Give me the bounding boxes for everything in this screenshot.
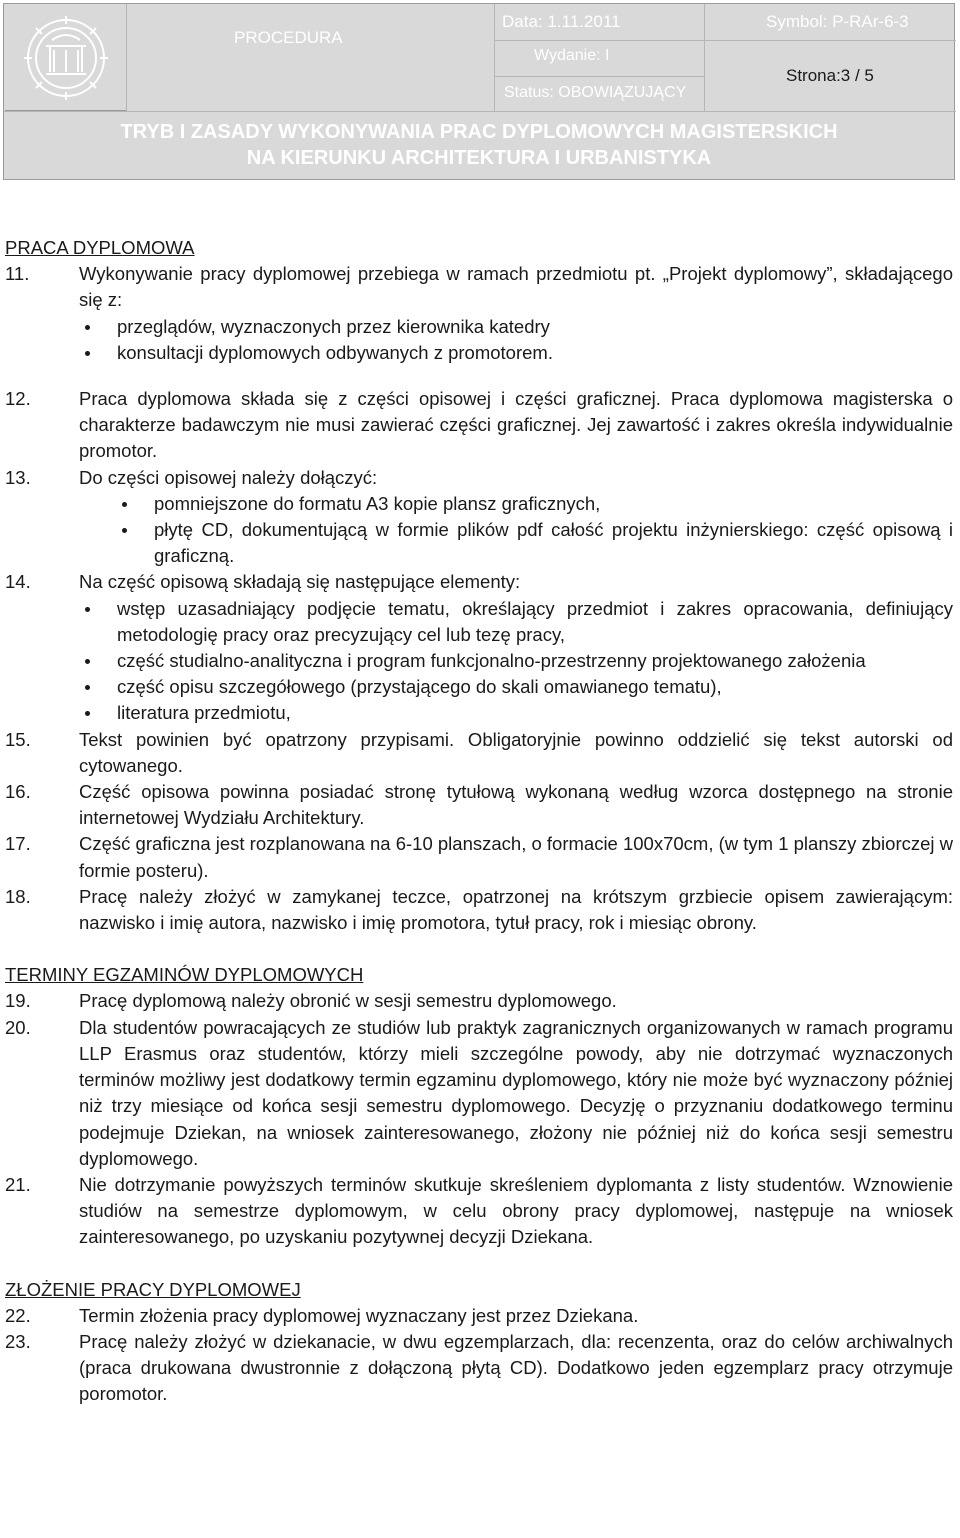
bullet-item: wstęp uzasadniający podjęcie tematu, określający przedmiot i zakres opracowania, definiujący metodologię pracy oraz precyzujący cel lub tezę pracy, <box>80 596 953 648</box>
document-symbol: Symbol: P-RAr-6-3 <box>766 12 909 31</box>
bullet-item: część opisu szczegółowego (przystającego do skali omawianego tematu), <box>80 674 953 700</box>
document-header <box>3 3 955 180</box>
item-number: 11. <box>5 263 30 285</box>
item-text: Tekst powinien być opatrzony przypisami. Obligatoryjnie powinno oddzielić się tekst autorski od cytowanego. <box>79 728 953 776</box>
item-number: 15. <box>5 728 31 750</box>
item-number: 16. <box>5 781 31 803</box>
item-number: 21. <box>5 1173 31 1195</box>
item-text: Część opisowa powinna posiadać stronę tytułową wykonaną według wzorca dostępnego na stronie internetowej Wydziału Architektury. <box>79 781 953 829</box>
section-heading-exams: TERMINY EGZAMINÓW DYPLOMOWYCH <box>5 964 364 986</box>
bullet-item: konsultacji dyplomowych odbywanych z promotorem. <box>80 340 953 366</box>
list-item <box>5 988 953 1014</box>
item-text: Praca dyplomowa składa się z części opisowej i części graficznej. Praca dyplomowa magisterska o charakterze badawczym nie musi zawierać części graficznej. Jej zawartość i zakres określa indywidualnie promotor. <box>79 388 953 462</box>
item-number: 17. <box>5 833 31 855</box>
document-status: Status: OBOWIĄZUJĄCY <box>504 84 687 101</box>
bullet-item: płytę CD, dokumentującą w formie plików pdf całość projektu inżynierskiego: część opisową i graficzną. <box>117 517 953 569</box>
item-number: 13. <box>5 466 31 488</box>
section-heading-thesis: PRACA DYPLOMOWA <box>5 237 195 258</box>
page-number: Strona:3 / 5 <box>786 66 874 85</box>
item-text: Pracę dyplomową należy obronić w sesji semestru dyplomowego. <box>79 990 617 1012</box>
list-item <box>5 1172 953 1251</box>
bullet-item: przeglądów, wyznaczonych przez kierownika katedry <box>80 314 953 340</box>
item-text: Część graficzna jest rozplanowana na 6-10 planszach, o formacie 100x70cm, (w tym 1 planszy zbiorczej w formie posteru). <box>79 833 954 881</box>
item-text: Na część opisową składają się następujące elementy: <box>79 571 521 593</box>
list-item <box>5 831 953 883</box>
item-text: Termin złożenia pracy dyplomowej wyznaczany jest przez Dziekana. <box>79 1304 639 1326</box>
list-item <box>5 1329 953 1408</box>
title-line-2: NA KIERUNKU ARCHITEKTURA I URBANISTYKA <box>246 147 712 169</box>
list-item <box>5 727 953 779</box>
item-number: 14. <box>5 571 31 593</box>
item-text: Pracę należy złożyć w zamykanej teczce, opatrzonej na krótszym grzbiecie opisem zawierającym: nazwisko i imię autora, nazwisko i imię promotora, tytuł pracy, rok i miesiąc obrony. <box>79 885 953 934</box>
university-logo <box>5 5 127 111</box>
bullet-item: literatura przedmiotu, <box>80 700 953 726</box>
gear-emblem-icon <box>16 10 116 106</box>
bullet-item: pomniejszone do formatu A3 kopie plansz graficznych, <box>117 491 953 517</box>
list-item <box>5 465 953 491</box>
item-text: Wykonywanie pracy dyplomowej przebiega w ramach przedmiotu pt. „Projekt dyplomowy”, składającego się z: <box>79 263 953 311</box>
procedure-label: PROCEDURA <box>234 28 343 47</box>
list-item <box>5 779 953 831</box>
item-text: Pracę należy złożyć w dziekanacie, w dwu egzemplarzach, dla: recenzenta, oraz do celów archiwalnych (praca drukowana dwustronnie z dołączoną płytą CD). Dodatkowo jeden egzemplarz pracy otrzymuje poromotor. <box>79 1330 953 1405</box>
item-text: Dla studentów powracających ze studiów lub praktyk zagranicznych organizowanych w ramach programu LLP Erasmus oraz studentów, którzy mieli szczególne powody, aby nie dotrzymać wyznaczonych terminów możliwy jest dodatkowy termin egzaminu dyplomowego, który nie może być wyznaczony później niż trzy miesiące od końca sesji semestru dyplomowego. Decyzję o przyznaniu dodatkowego terminu podejmuje Dziekan, na wniosek zainteresowanego, złożony nie później niż do końca sesji semestru dyplomowego. <box>79 1016 953 1169</box>
title-line-1: TRYB I ZASADY WYKONYWANIA PRAC DYPLOMOWYCH MAGISTERSKICH <box>120 121 838 143</box>
item-number: 12. <box>5 388 31 410</box>
document-body <box>5 235 953 1408</box>
item-number: 20. <box>5 1016 31 1038</box>
item-number: 18. <box>5 885 31 907</box>
item-text: Nie dotrzymanie powyższych terminów skutkuje skreśleniem dyplomanta z listy studentów. Wznowienie studiów na semestrze dyplomowym, w celu obrony pracy dyplomowej, następuje na wniosek zainteresowanego, po uzyskaniu pozytywnej decyzji Dziekana. <box>79 1173 953 1248</box>
section-heading-submission: ZŁOŻENIE PRACY DYPLOMOWEJ <box>5 1278 301 1300</box>
list-item <box>5 1303 953 1329</box>
bullet-item: część studialno-analityczna i program funkcjonalno-przestrzenny projektowanego założenia <box>80 648 953 674</box>
list-item <box>5 261 953 313</box>
item-number: 23. <box>5 1330 31 1352</box>
document-edition: Wydanie: I <box>534 47 610 64</box>
list-item <box>5 1015 953 1172</box>
list-item <box>5 884 953 936</box>
item-number: 22. <box>5 1304 31 1326</box>
document-date: Data: 1.11.2011 <box>502 12 621 31</box>
list-item <box>5 386 953 465</box>
item-number: 19. <box>5 990 31 1012</box>
list-item <box>5 569 953 595</box>
document-title <box>4 119 954 171</box>
item-text: Do części opisowej należy dołączyć: <box>79 466 378 488</box>
